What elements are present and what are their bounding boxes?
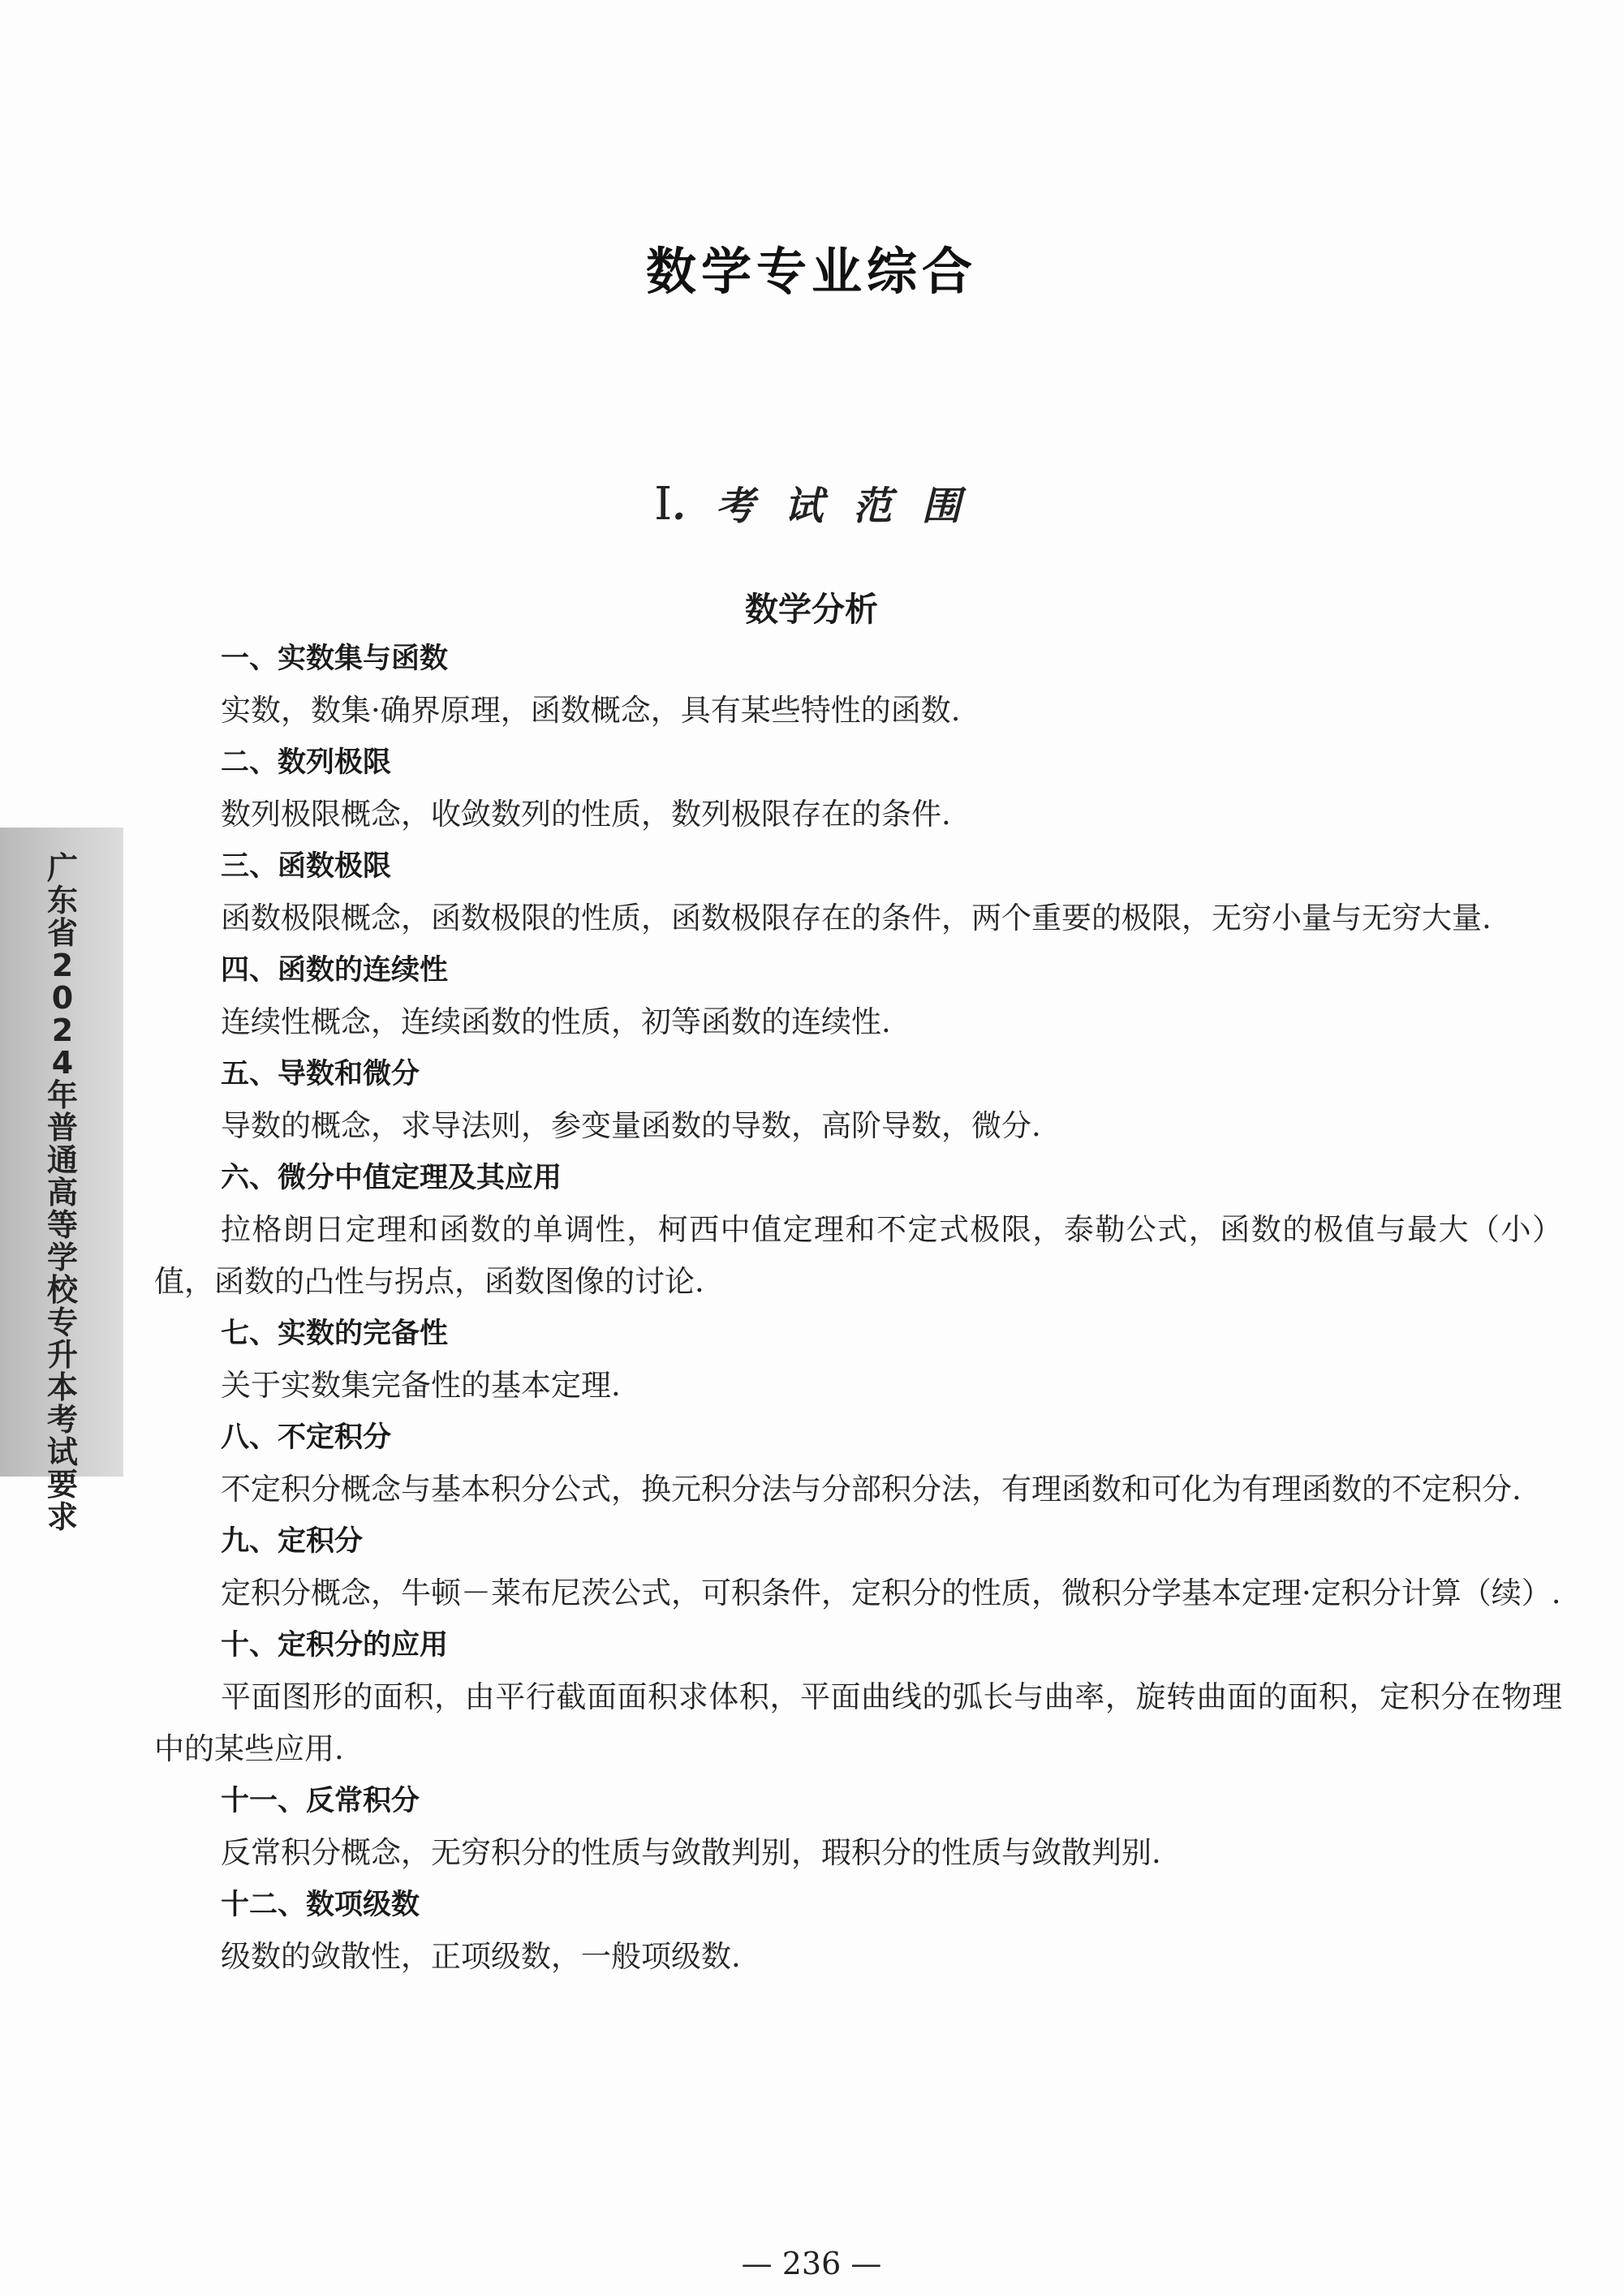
section-item [154,1308,1562,1412]
section-item [154,737,1562,841]
section-item [154,944,1562,1048]
section-item [154,1619,1562,1775]
section-item [154,841,1562,944]
section-body: 连续性概念，连续函数的性质，初等函数的连续性. [221,1004,891,1039]
section-heading: 七、实数的完备性 [221,1318,449,1350]
section-item [154,1516,1562,1619]
section-body: 平面图形的面积，由平行截面面积求体积，平面曲线的弧长与曲率，旋转曲面的面积，定积分在物理中的某些应用. [154,1679,1562,1766]
section-body: 实数，数集·确界原理，函数概念，具有某些特性的函数. [221,693,961,728]
section-item [154,1775,1562,1879]
section-item [154,633,1562,737]
section-body: 不定积分概念与基本积分公式，换元积分法与分部积分法，有理函数和可化为有理函数的不定积分. [221,1472,1522,1507]
section-heading: 十一、反常积分 [221,1785,420,1817]
page-number: — 236 — [741,2246,882,2281]
section-body: 级数的敛散性，正项级数，一般项级数. [221,1939,741,1974]
section-item [154,1048,1562,1152]
section-body: 导数的概念，求导法则，参变量函数的导数，高阶导数，微分. [221,1108,1041,1143]
section-list [154,633,1562,1983]
part-title: . 考 试 范 围 [672,484,969,529]
section-heading: 四、函数的连续性 [221,954,449,987]
main-title: 数学专业综合 [645,242,977,301]
part-heading [0,475,1623,531]
section-body: 函数极限概念，函数极限的性质，函数极限存在的条件，两个重要的极限，无穷小量与无穷大量. [221,901,1492,935]
section-item [154,1152,1562,1308]
section-heading: 一、实数集与函数 [221,643,449,675]
section-heading: 八、不定积分 [221,1421,392,1454]
section-body: 数列极限概念，收敛数列的性质，数列极限存在的条件. [221,797,951,832]
section-heading: 二、数列极限 [221,746,392,779]
subject-title: 数学分析 [745,590,878,629]
section-heading: 九、定积分 [221,1525,364,1558]
section-heading: 十、定积分的应用 [221,1629,449,1662]
section-heading: 三、函数极限 [221,850,392,883]
section-body: 关于实数集完备性的基本定理. [221,1368,621,1403]
section-item [154,1412,1562,1516]
section-body: 反常积分概念，无穷积分的性质与敛散判别，瑕积分的性质与敛散判别. [221,1835,1161,1870]
section-body: 定积分概念，牛顿－莱布尼茨公式，可积条件，定积分的性质，微积分学基本定理·定积分计算（续）. [221,1576,1561,1610]
section-item [154,1879,1562,1983]
section-heading: 五、导数和微分 [221,1058,420,1090]
section-body: 拉格朗日定理和函数的单调性，柯西中值定理和不定式极限，泰勒公式，函数的极值与最大（小）值，函数的凸性与拐点，函数图像的讨论. [154,1212,1562,1299]
side-tab-label: 广东省2024年普通高等学校专升本考试要求 [46,850,78,1535]
part-roman-numeral: I [654,478,673,531]
section-heading: 六、微分中值定理及其应用 [221,1162,562,1194]
section-heading: 十二、数项级数 [221,1889,420,1921]
